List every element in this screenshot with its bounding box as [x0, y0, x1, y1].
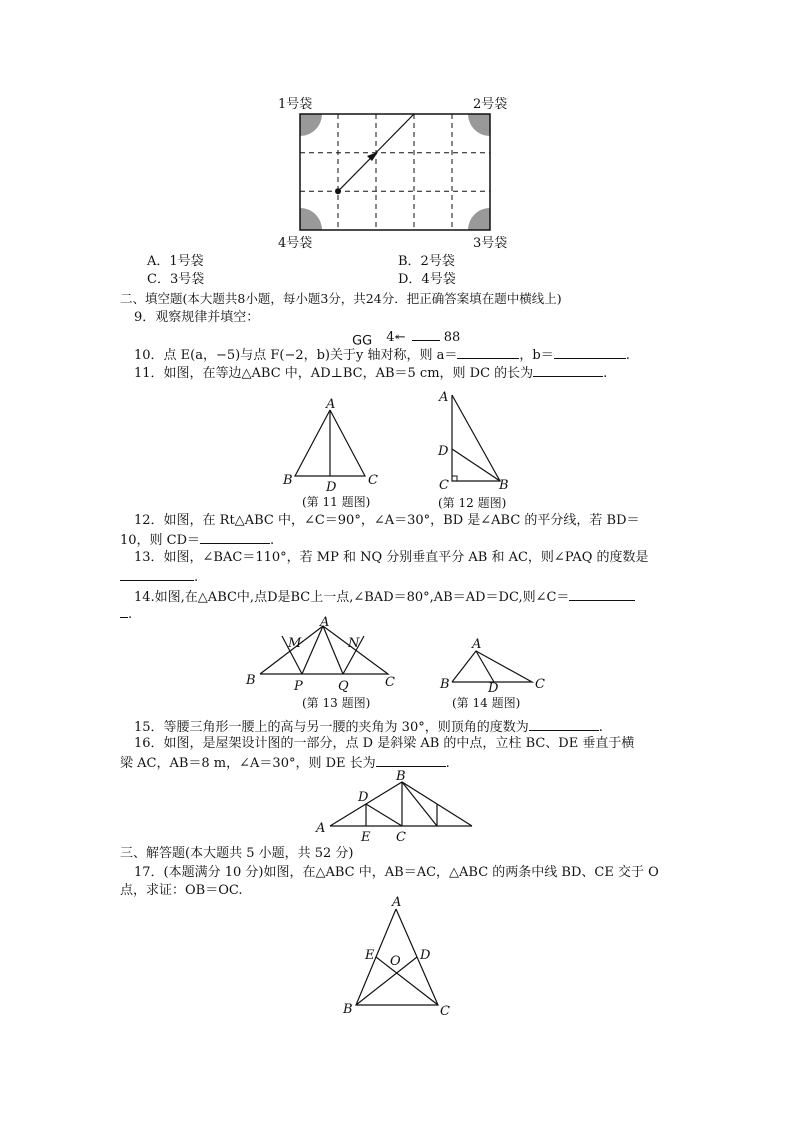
q13-blank [120, 568, 194, 581]
q14-line2 [120, 605, 132, 623]
q16-end: . [445, 756, 450, 771]
q15-blank [529, 718, 599, 731]
fig13-label-N: N [348, 636, 360, 651]
bag1-label: 1号袋 [278, 97, 313, 112]
q10-blank-a [457, 346, 519, 359]
fig11-label-D: D [326, 480, 337, 495]
figure-12 [430, 385, 540, 513]
q13-end: . [194, 570, 199, 585]
fig17-label-A: A [392, 895, 402, 910]
fig16-label-D: D [358, 790, 369, 805]
q16-line1: 16．如图，是屋架设计图的一部分，点 D 是斜梁 AB 的中点，立柱 BC、DE 垂直于横 [134, 736, 635, 751]
fig14-label-C: C [535, 677, 545, 692]
q14-blank [569, 588, 635, 601]
q11 [134, 364, 607, 382]
bag2-label: 2号袋 [473, 97, 508, 112]
fig12-caption: (第 12 题图) [438, 496, 507, 510]
fig13-label-Q: Q [338, 679, 349, 694]
q14-blank-b [120, 605, 128, 618]
pocket-1 [300, 114, 322, 136]
fig16-label-B: B [396, 769, 406, 784]
q16-line2-text: 梁 AC，AB＝8 m，∠A＝30°，则 DE 长为 [120, 756, 376, 771]
q17-line2: 点，求证：OB＝OC. [120, 883, 243, 898]
section3-header: 三、解答题(本大题共 5 小题，共 52 分) [120, 846, 354, 861]
fig11-label-A: A [326, 397, 336, 412]
fig17-label-C: C [440, 1004, 450, 1019]
q8-option-b: B．2号袋 [398, 254, 455, 269]
q14-end: . [128, 607, 133, 622]
figure-14 [432, 634, 557, 714]
q12-line2 [120, 531, 274, 549]
q15-end: . [598, 720, 603, 735]
fig13-label-M: M [288, 636, 302, 651]
q9-pattern [352, 328, 460, 346]
fig17-label-E: E [365, 948, 375, 963]
q13-line2 [120, 568, 198, 586]
fig14-label-A: A [472, 637, 482, 652]
q14-line1 [134, 588, 635, 606]
figure-17 [340, 893, 460, 1023]
q10-mid: ，b＝ [519, 348, 554, 363]
fig17-label-D: D [420, 948, 431, 963]
q11-blank [533, 364, 603, 377]
fig14-label-D: D [488, 681, 499, 696]
q10-blank-b [554, 346, 626, 359]
fig16-label-A: A [316, 821, 326, 836]
q15-text: 15．等腰三角形一腰上的高与另一腰的夹角为 30°，则顶角的度数为 [134, 720, 529, 735]
q12-end: . [270, 533, 275, 548]
q9-text: 9．观察规律并填空： [134, 310, 260, 325]
q11-end: . [603, 366, 608, 381]
fig12-label-D: D [438, 444, 449, 459]
fig17-label-B: B [343, 1002, 353, 1017]
fig14-caption: (第 14 题图) [452, 696, 521, 710]
fig11-caption: (第 11 题图) [302, 495, 371, 509]
fig12-label-C: C [439, 478, 449, 493]
figure-11 [280, 398, 400, 513]
q12-blank [200, 531, 270, 544]
q8-option-a: A．1号袋 [147, 254, 204, 269]
q9-pattern-a: ⅁⅁ [352, 331, 373, 346]
q15 [134, 718, 603, 736]
section2-header: 二、填空题(本大题共8小题，每小题3分，共24分．把正确答案填在题中横线上) [120, 291, 562, 306]
q14-line1-text: 14.如图,在△ABC中,点D是BC上一点,∠BAD＝80°,AB＝AD＝DC,则∠C＝ [134, 590, 570, 605]
figure-16-truss [312, 768, 482, 846]
pocket-2 [468, 114, 490, 136]
fig13-label-A: A [320, 615, 330, 630]
pocket-3 [468, 208, 490, 230]
fig16-label-C: C [396, 830, 406, 845]
pocket-4 [300, 208, 322, 230]
q12-line2-text: 10，则 CD＝ [120, 533, 201, 548]
figure-13 [242, 614, 407, 714]
fig13-label-C: C [385, 675, 395, 690]
q9-pattern-c: 88 [443, 330, 461, 345]
fig17-label-O: O [390, 954, 401, 969]
q10 [134, 346, 630, 364]
fig11-label-B: B [283, 473, 293, 488]
fig12-label-B: B [499, 478, 509, 493]
bag-grid-figure [270, 90, 530, 255]
q11-text: 11．如图，在等边△ABC 中，AD⊥BC，AB＝5 cm，则 DC 的长为 [134, 366, 534, 381]
q9-blank [412, 328, 440, 341]
fig16-label-E: E [361, 830, 371, 845]
bag4-label: 4号袋 [278, 236, 313, 251]
q16-blank [376, 754, 446, 767]
q17-line1: 17．(本题满分 10 分)如图，在△ABC 中，AB＝AC，△ABC 的两条中线 BD、CE 交于 O [134, 865, 659, 880]
fig11-label-C: C [368, 473, 378, 488]
q8-option-d: D．4号袋 [398, 272, 456, 287]
q10-text: 10．点 E(a，−5)与点 F(−2，b)关于y 轴对称，则 a＝ [134, 348, 458, 363]
bag3-label: 3号袋 [473, 236, 508, 251]
fig13-label-P: P [294, 679, 303, 694]
fig12-label-A: A [439, 390, 449, 405]
fig13-caption: (第 13 题图) [302, 696, 371, 710]
q8-option-c: C．3号袋 [147, 272, 205, 287]
q9-pattern-b: 4↞ [386, 330, 406, 345]
q10-end: . [625, 348, 630, 363]
q13-line1: 13．如图，∠BAC＝110°，若 MP 和 NQ 分别垂直平分 AB 和 AC，则∠PAQ 的度数是 [134, 550, 649, 565]
fig14-label-B: B [440, 677, 450, 692]
fig13-label-B: B [246, 673, 256, 688]
q12-line1: 12．如图，在 Rt△ABC 中，∠C＝90°，∠A＝30°，BD 是∠ABC 的平分线，若 BD＝ [134, 513, 640, 528]
